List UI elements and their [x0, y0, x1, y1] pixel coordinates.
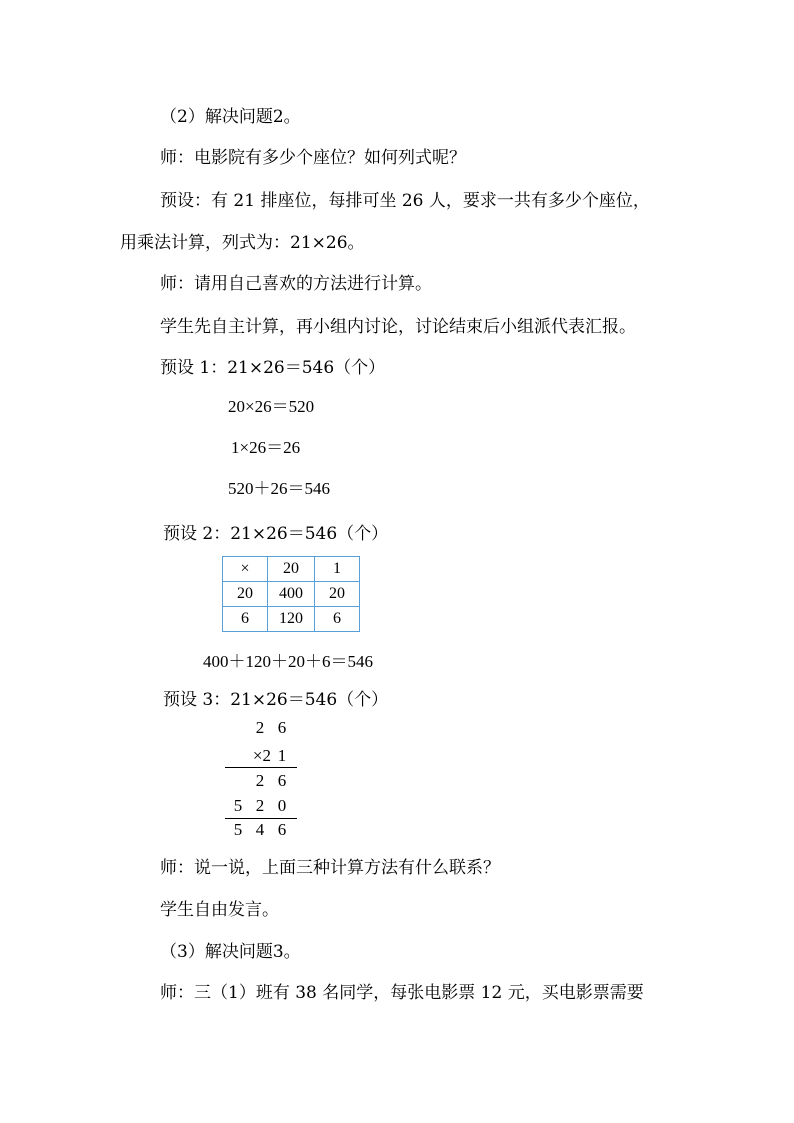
teacher-question-seats: 师：电影院有多少个座位？如何列式呢？: [160, 148, 466, 168]
table-cell: 400: [268, 582, 315, 607]
teacher-question-relation: 师：说一说，上面三种计算方法有什么联系？: [160, 858, 500, 878]
table-row: [223, 557, 360, 582]
calc-digit: 1: [277, 746, 287, 765]
multiplication-grid-table: [222, 556, 360, 632]
preset-text-cont: 用乘法计算，列式为：21×26。: [120, 233, 365, 253]
calc-digit: 0: [277, 796, 287, 815]
preset-2-title: 预设 2：21×26＝546（个）: [163, 524, 389, 544]
calc-divider: [225, 767, 297, 768]
table-cell: 6: [315, 607, 360, 632]
table-cell: 6: [223, 607, 268, 632]
preset-1-step-1: 20×26＝520: [228, 397, 315, 416]
preset-text: 预设：有 21 排座位，每排可坐 26 人，要求一共有多少个座位，: [160, 191, 650, 211]
table-cell: 20: [268, 557, 315, 582]
student-activity: 学生先自主计算，再小组内讨论，讨论结束后小组派代表汇报。: [160, 317, 636, 337]
table-cell: 20: [315, 582, 360, 607]
preset-1-step-3: 520＋26＝546: [228, 479, 330, 498]
table-cell: 120: [268, 607, 315, 632]
calc-digit: ×2: [252, 746, 271, 765]
preset-3-title: 预设 3：21×26＝546（个）: [163, 690, 389, 710]
calc-digit: 5: [233, 820, 243, 839]
calc-digit: 2: [255, 718, 265, 737]
heading-problem-2: （2）解决问题2。: [160, 107, 301, 127]
preset-1-title: 预设 1：21×26＝546（个）: [160, 358, 386, 378]
preset-2-sum: 400＋120＋20＋6＝546: [203, 652, 373, 671]
table-cell: 1: [315, 557, 360, 582]
teacher-instruction: 师：请用自己喜欢的方法进行计算。: [160, 274, 432, 294]
calc-digit: 6: [277, 820, 287, 839]
calc-digit: 6: [277, 771, 287, 790]
calc-digit: 2: [255, 771, 265, 790]
calc-digit: 2: [255, 796, 265, 815]
table-cell: ×: [223, 557, 268, 582]
table-row: [223, 582, 360, 607]
calc-digit: 5: [233, 796, 243, 815]
calc-digit: 4: [255, 820, 265, 839]
preset-1-step-2: 1×26＝26: [231, 438, 301, 457]
table-row: [223, 607, 360, 632]
calc-digit: 6: [277, 718, 287, 737]
table-cell: 20: [223, 582, 268, 607]
student-response: 学生自由发言。: [160, 900, 279, 920]
heading-problem-3: （3）解决问题3。: [160, 942, 301, 962]
teacher-question-tickets: 师：三（1）班有 38 名同学，每张电影票 12 元，买电影票需要: [160, 983, 644, 1003]
